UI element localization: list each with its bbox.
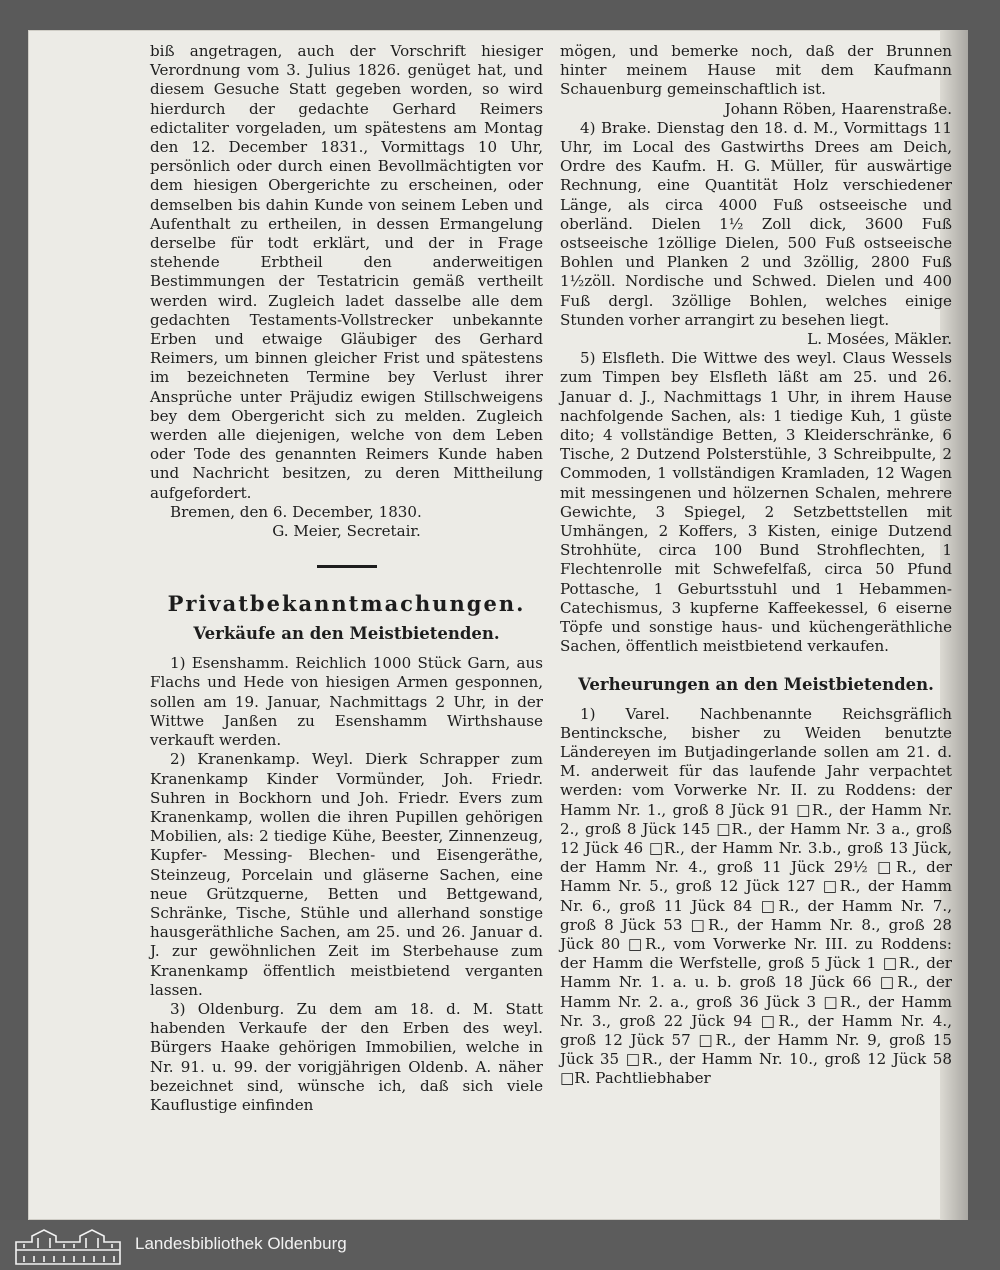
signature: Johann Röben, Haarenstraße. — [724, 99, 952, 118]
place-date: Bremen, den 6. December, 1830. — [170, 502, 422, 521]
library-name: Landesbibliothek Oldenburg — [135, 1234, 347, 1253]
signature: L. Mosées, Mäkler. — [807, 330, 952, 349]
subsection-title: Verkäufe an den Meistbietenden. — [193, 624, 500, 644]
library-building-icon — [14, 1226, 122, 1266]
left-column — [150, 42, 543, 1115]
right-column — [560, 42, 952, 1089]
subsection-title: Verheurungen an den Meistbietenden. — [578, 674, 934, 694]
notice-entry: 3) Oldenburg. Zu dem am 18. d. M. Statt habenden Verkaufe der den Erben des weyl. Bürgers Haake gehörigen Immobilien, welche in Nr. 91. u. 99. der vorigjährigen Oldenb. A. näher bezeichnet sind, wünsche ich, daß sich viele Kauflustige einfinden — [150, 999, 543, 1114]
footer-bar — [0, 1220, 1000, 1270]
notice-entry: 2) Kranenkamp. Weyl. Dierk Schrapper zum Kranenkamp Kinder Vormünder, Joh. Friedr. Suhren in Bockhorn und Joh. Friedr. Evers zum Kranenkamp, wollen die ihren Pupillen gehörigen Mobilien, als: 2 tiedige Kühe, Beester, Zinnenzeug, Kupfer- Messing- Blechen- und Eisengeräthe, Steinzeug, Porcelain und gläserne Sachen, eine neue Grützquerne, Betten und Bettgewand, Schränke, Tische, Stühle und allerhand sonstige hausgeräthliche Sachen, am 25. und 26. Januar d. J. zur gewöhnlichen Zeit im Sterbehause zum Kranenkamp öffentlich meistbietend verganten lassen. — [150, 750, 543, 999]
section-title: Privatbekanntmachungen. — [167, 591, 526, 617]
notice-entry: 4) Brake. Dienstag den 18. d. M., Vormittags 11 Uhr, im Local des Gastwirths Drees am Deich, Ordre des Kaufm. H. G. Müller, für auswärtige Rechnung, eine Quantität Holz verschiedener Länge, als circa 4000 Fuß ostseeische und oberländ. Dielen 1½ Zoll dick, 3600 Fuß ostseeische 1zöllige Dielen, 500 Fuß ostseeische Bohlen und Planken 2 und 3zöllig, 2800 Fuß 1½zöll. Nordische und Schwed. Dielen und 400 Fuß dergl. 3zöllige Bohlen, welches einige Stunden vorher arrangirt zu besehen liegt. — [560, 118, 952, 329]
notice-entry: 5) Elsfleth. Die Wittwe des weyl. Claus Wessels zum Timpen bey Elsfleth läßt am 25. und 26. Januar d. J., Nachmittags 1 Uhr, in ihrem Hause nachfolgende Sachen, als: 1 tiedige Kuh, 1 güste dito; 4 vollständige Betten, 3 Kleiderschränke, 6 Tische, 2 Dutzend Polsterstühle, 3 Schreibpulte, 2 Commoden, 1 vollständigen Kramladen, 12 Wagen mit messingenen und hölzernen Schalen, mehrere Gewichte, 3 Spiegel, 2 Setzbettstellen mit Umhängen, 2 Koffers, 3 Kisten, einige Dutzend Strohhüte, circa 100 Bund Strohflechten, 1 Flechtenrolle mit Schwefelfaß, circa 50 Pfund Pottasche, 1 Geburtsstuhl und 1 Hebammen-Catechismus, 3 kupferne Kaffeekessel, 6 eiserne Töpfe und sonstige haus- und küchengeräthliche Sachen, öffentlich meistbietend verkaufen. — [560, 349, 952, 656]
text-paragraph: biß angetragen, auch der Vorschrift hiesiger Verordnung vom 3. Julius 1826. genüget hat, und diesem Gesuche Statt gegeben worden, so wird hierdurch der gedachte Gerhard Reimers edictaliter vorgeladen, um spätestens am Montag den 12. December 1831., Vormittags 10 Uhr, persönlich oder durch einen Bevollmächtigten vor dem hiesigen Obergerichte zu erscheinen, oder demselben bis dahin Kunde von seinem Leben und Aufenthalt zu ertheilen, in dessen Ermangelung derselbe für todt erklärt, und der in Frage stehende Erbtheil den anderweitigen Bestimmungen der Testatricin gemäß vertheilt werden wird. Zugleich ladet dasselbe alle dem gedachten Testaments-Vollstrecker unbekannte Erben und etwaige Gläubiger des Gerhard Reimers, um binnen gleicher Frist und spätestens im bezeichneten Termine bey Verlust ihrer Ansprüche unter Präjudiz ewigen Stillschweigens bey dem Obergericht sich zu melden. Zugleich werden alle diejenigen, welche von dem Leben oder Tode des genannten Reimers Kunde haben und Nachricht besitzen, zu deren Mittheilung aufgefordert. — [150, 42, 543, 502]
section-divider — [317, 565, 377, 568]
notice-continuation: mögen, und bemerke noch, daß der Brunnen hinter meinem Hause mit dem Kaufmann Schauenburg gemeinschaftlich ist. — [560, 42, 952, 99]
notice-entry: 1) Varel. Nachbenannte Reichsgräflich Bentincksche, bisher zu Weiden benutzte Ländereyen im Butjadingerlande sollen am 21. d. M. anderweit für das laufende Jahr verpachtet werden: vom Vorwerke Nr. II. zu Roddens: der Hamm Nr. 1., groß 8 Jück 91 □R., der Hamm Nr. 2., groß 8 Jück 145 □R., der Hamm Nr. 3 a., groß 12 Jück 46 □R., der Hamm Nr. 3.b., groß 13 Jück, der Hamm Nr. 4., groß 11 Jück 29½ □R., der Hamm Nr. 5., groß 12 Jück 127 □R., der Hamm Nr. 6., groß 11 Jück 84 □R., der Hamm Nr. 7., groß 8 Jück 53 □R., der Hamm Nr. 8., groß 28 Jück 80 □R., vom Vorwerke Nr. III. zu Roddens: der Hamm die Werfstelle, groß 5 Jück 1 □R., der Hamm Nr. 1. a. u. b. groß 18 Jück 66 □R., der Hamm Nr. 2. a., groß 36 Jück 3 □R., der Hamm Nr. 3., groß 22 Jück 94 □R., der Hamm Nr. 4., groß 12 Jück 57 □R., der Hamm Nr. 9, groß 15 Jück 35 □R., der Hamm Nr. 10., groß 12 Jück 58 □R. Pachtliebhaber — [560, 704, 952, 1088]
signature: G. Meier, Secretair. — [272, 522, 421, 541]
notice-entry: 1) Esenshamm. Reichlich 1000 Stück Garn, aus Flachs und Hede von hiesigen Armen gesponnen, sollen am 19. Januar, Nachmittags 2 Uhr, in der Wittwe Janßen zu Esenshamm Wirthshause verkauft werden. — [150, 654, 543, 750]
